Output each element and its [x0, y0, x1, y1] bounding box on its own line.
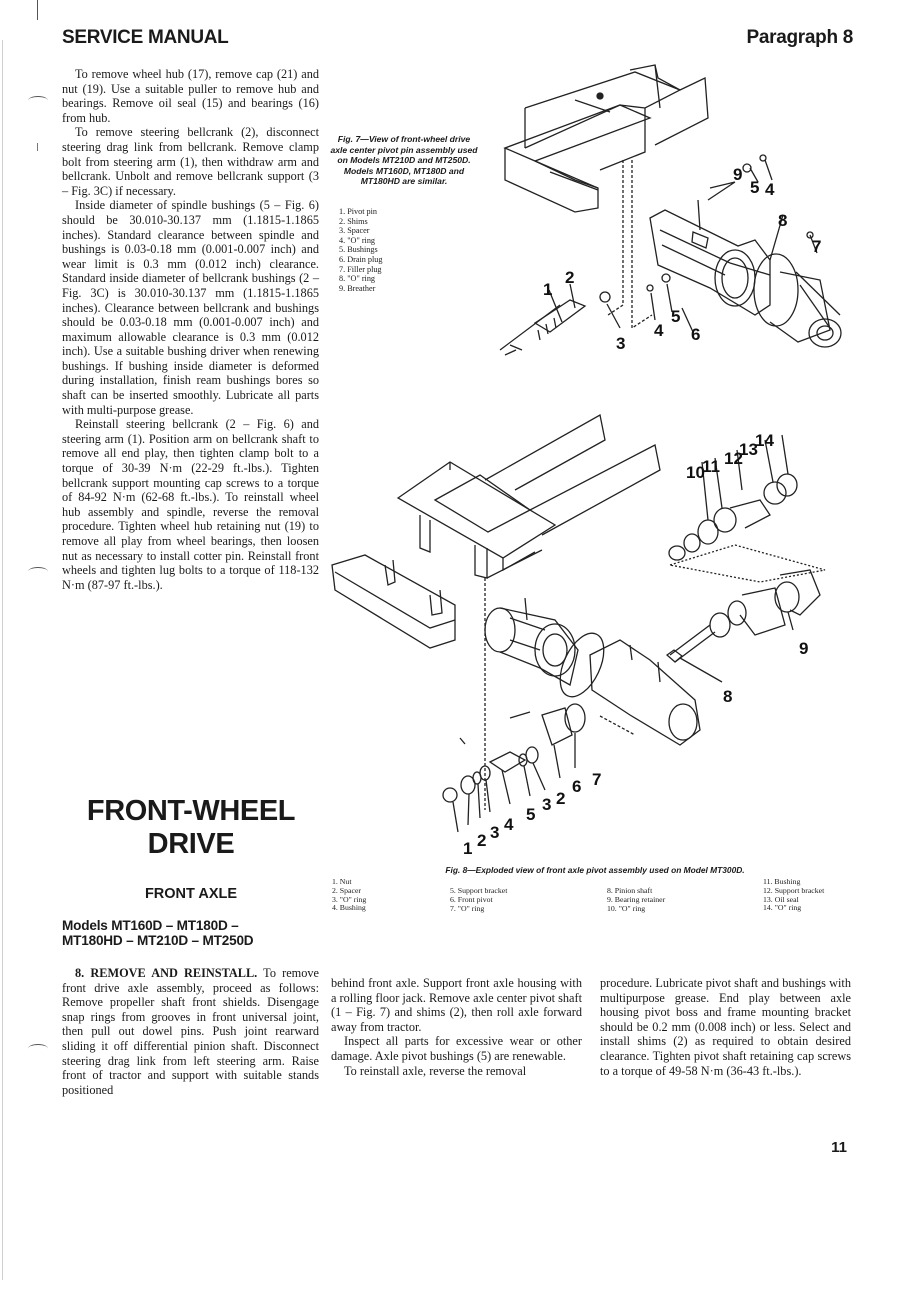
- figure-7-legend: [339, 207, 382, 293]
- callout-label: 4: [654, 321, 664, 340]
- margin-mark: [28, 1044, 48, 1053]
- legend-item: 11. Bushing: [763, 877, 801, 886]
- body-paragraph: Inspect all parts for excessive wear or other damage. Axle pivot bushings (5) are renewable.: [331, 1034, 582, 1063]
- callout-label: 3: [542, 795, 552, 814]
- callout-label: 5: [671, 307, 681, 326]
- callout-label: 2: [477, 831, 487, 850]
- paragraph-text: To remove front drive axle assembly, proceed as follows: Remove propeller shaft front shields. Disengage snap rings from grooves in front universal joint, then pull out dowel pins. Push joint rearward sliding it off differential pinion shaft. Disconnect steering drag link from left steering arm. Raise front of tractor and support with suitable stands positioned: [62, 966, 320, 1097]
- callout-label: 8: [778, 211, 788, 230]
- legend-item: 14. "O" ring: [763, 903, 802, 913]
- figure-8-legend-col-1: [332, 878, 366, 913]
- callout-label: 13: [739, 440, 758, 459]
- callout-label: 14: [755, 431, 774, 450]
- margin-mark: [37, 143, 38, 151]
- models-heading: [62, 918, 322, 948]
- figure-8-legend-col-3: [607, 887, 665, 913]
- callout-label: 1: [543, 280, 553, 299]
- figure-8-legend-col-2: [450, 887, 507, 913]
- body-paragraph: To reinstall axle, reverse the removal: [344, 1063, 527, 1078]
- callout-label: 11: [702, 457, 720, 476]
- figure-8-diagram: [330, 400, 830, 860]
- callout-label: 6: [572, 777, 582, 796]
- body-paragraph: [62, 966, 319, 1097]
- legend-item: 9. Bearing retainer: [607, 894, 666, 904]
- paragraph-8-column-2: [331, 976, 582, 1078]
- callout-label: 2: [565, 268, 575, 287]
- legend-item: 2. Spacer: [332, 885, 362, 895]
- legend-item: 7. "O" ring: [450, 903, 485, 913]
- callout-label: 12: [724, 449, 743, 468]
- body-paragraph: procedure. Lubricate pivot shaft and bushings with multipurpose grease. End play between axle housing pivot boss and frame mounting bracket should be 0.2 mm (0.008 inch) or less. Select and install shims (2) as required to obtain desired clearance. Tighten pivot shaft retaining cap screws to a torque of 49-58 N·m (36-43 ft.-lbs.).: [600, 976, 851, 1078]
- margin-mark: [28, 96, 48, 105]
- section-title-line: DRIVE: [147, 828, 235, 860]
- legend-item: 8. "O" ring: [339, 274, 376, 284]
- callout-label: 2: [556, 789, 566, 808]
- legend-item: 5. Support bracket: [450, 886, 508, 895]
- legend-item: 5. Bushings: [339, 245, 378, 255]
- callout-label: 3: [616, 334, 626, 353]
- figure-7-caption: Fig. 7—View of front-wheel drive axle center pivot pin assembly used on Models MT210D and MT250D. Models MT160D, MT180D and MT180HD are similar.: [330, 134, 478, 186]
- figure-7-diagram: [480, 60, 860, 360]
- legend-item: 3. Spacer: [339, 226, 370, 236]
- callout-label: 8: [723, 687, 733, 706]
- page-number: 11: [831, 1139, 847, 1156]
- legend-item: 1. Pivot pin: [339, 207, 377, 216]
- callout-label: 5: [750, 178, 760, 197]
- legend-item: 12. Support bracket: [763, 885, 825, 895]
- legend-item: 10. "O" ring: [607, 903, 646, 913]
- callout-label: 4: [765, 180, 775, 199]
- section-title-line: FRONT-WHEEL: [86, 795, 296, 827]
- callout-label: 4: [504, 815, 514, 834]
- legend-item: 8. Pinion shaft: [607, 886, 653, 895]
- legend-item: 2. Shims: [339, 216, 368, 226]
- callout-label: 10: [686, 463, 705, 482]
- paragraph-8-column-3: [600, 976, 851, 1078]
- crop-mark: [37, 0, 38, 20]
- body-paragraph: To remove steering bellcrank (2), disconnect steering drag link from bellcrank. Remove clamp bolt from steering arm (1), then withdraw arm and bellcrank. Unbolt and remove bellcrank support (3 – Fig. 3C) if necessary.: [62, 125, 319, 198]
- left-column-text: [62, 67, 319, 592]
- legend-item: 7. Filler plug: [339, 264, 382, 274]
- figure-8-caption: Fig. 8—Exploded view of front axle pivot assembly used on Model MT300D.: [445, 865, 745, 875]
- subsection-title: FRONT AXLE: [144, 886, 238, 902]
- legend-item: 13. Oil seal: [763, 894, 799, 904]
- callout-label: 1: [463, 839, 473, 858]
- legend-item: 3. "O" ring: [332, 894, 367, 904]
- section-title: [62, 795, 320, 861]
- figure-8-legend-col-4: [763, 878, 824, 913]
- body-paragraph: Inside diameter of spindle bushings (5 – Fig. 6) should be 30.010-30.137 mm (1.1815-1.1865 inches). Standard clearance between spindle and bushings is 0.03-0.18 mm (0.001-0.007 inch) and wear limit is 0.3 mm (0.012 inch) clearance. Standard inside diameter of bellcrank bushings (2 – Fig. 3C) is 30.010-30.137 mm (1.1815-1.1865 inches). Clearance between bellcrank and bushings should be 0.03-0.18 mm (0.001-0.007 inch) and maximum allowable clearance is 0.3 mm (0.012 inch). Use a suitable bushing driver when renewing bushings. If bushing inside diameter is deformed during installation, finish ream bushings bores so shaft can be inserted smoothly. Lubricate all parts with multi-purpose grease.: [62, 198, 319, 417]
- callout-label: 7: [592, 770, 602, 789]
- body-paragraph: behind front axle. Support front axle housing with a rolling floor jack. Remove axle center pivot shaft (1 – Fig. 7) and shims (2), then roll axle forward away from tractor.: [331, 976, 582, 1034]
- models-heading-line: Models MT160D – MT180D –: [62, 918, 239, 933]
- callout-label: 6: [691, 325, 701, 344]
- paragraph-heading: 8. REMOVE AND REINSTALL.: [75, 966, 258, 980]
- legend-item: 4. Bushing: [332, 903, 366, 913]
- callout-label: 9: [733, 165, 743, 184]
- callout-label: 9: [799, 639, 809, 658]
- running-header-paragraph: Paragraph 8: [746, 27, 853, 48]
- legend-item: 4. "O" ring: [339, 235, 376, 245]
- legend-item: 9. Breather: [339, 283, 376, 293]
- legend-item: 6. Drain plug: [339, 254, 383, 264]
- callout-label: 3: [490, 823, 500, 842]
- legend-item: 1. Nut: [332, 877, 352, 886]
- body-paragraph: Reinstall steering bellcrank (2 – Fig. 6) and steering arm (1). Position arm on bellcrank shaft to remove all end play, then tighten clamp bolt to a torque of 30-39 N·m (22-29 ft.-lbs.). Tighten bellcrank support mounting cap screws to a torque of 84-92 N·m (62-68 ft.-lbs.). To reinstall wheel hub assembly and spindle, reverse the removal procedure. Tighten wheel hub retaining nut (19) to remove all play from wheel bearings, then loosen nut as necessary to install cotter pin. Reinstall front wheels and tighten lug bolts to a torque of 118-132 N·m (87-97 ft.-lbs.).: [62, 417, 319, 592]
- body-paragraph: To remove wheel hub (17), remove cap (21) and nut (19). Use a suitable puller to remove hub and bearings. Remove oil seal (15) and bearings (16) from hub.: [62, 67, 319, 125]
- callout-label: 7: [812, 237, 822, 256]
- paragraph-8-column-1: [62, 966, 319, 1097]
- callout-label: 5: [526, 805, 536, 824]
- models-heading-line: MT180HD – MT210D – MT250D: [62, 933, 254, 948]
- page-edge: [2, 40, 3, 1280]
- running-header-title: SERVICE MANUAL: [62, 27, 229, 48]
- margin-mark: [28, 567, 48, 576]
- legend-item: 6. Front pivot: [450, 894, 493, 904]
